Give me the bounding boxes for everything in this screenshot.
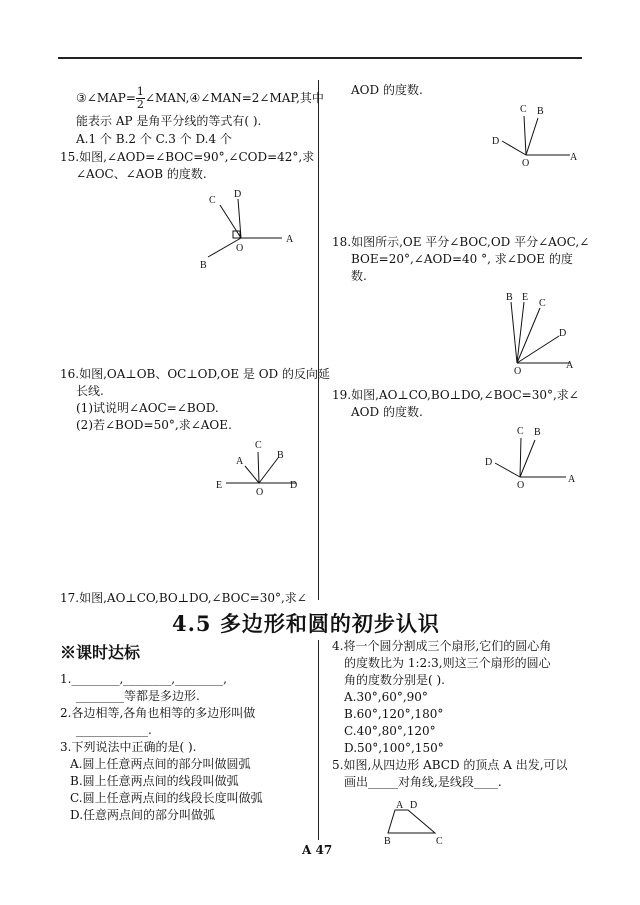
q16-line2: 长线.	[76, 384, 104, 398]
fig5-label-c: C	[436, 836, 443, 847]
fig19-label-b: B	[534, 427, 541, 438]
q18-line1: 18.如图所示,OE 平分∠BOC,OD 平分∠AOC,∠	[332, 235, 590, 249]
fig18-label-e: E	[522, 292, 529, 303]
figure-q16	[212, 438, 312, 500]
q14-tail-a	[76, 86, 324, 111]
lq4-line3: 角的度数分别是( ).	[344, 673, 445, 687]
lq3-line1: 3.下列说法中正确的是( ).	[60, 740, 197, 754]
fig15-label-o: O	[236, 243, 244, 254]
fig18-label-o: O	[514, 366, 522, 377]
fig18-label-a: A	[566, 360, 574, 371]
q19-line2: AOD 的度数.	[351, 405, 423, 419]
lq4-line2: 的度数比为 1:2:3,则这三个扇形的圆心	[344, 656, 551, 670]
fig5-label-a: A	[396, 800, 404, 811]
section-subtitle: ※课时达标	[60, 643, 141, 662]
fraction-one-half: $\frac{1}{2}$	[136, 85, 144, 111]
q14-choices: A.1 个 B.2 个 C.3 个 D.4 个	[76, 132, 232, 146]
fig16-label-b: B	[277, 450, 284, 461]
fig19-label-o: O	[517, 480, 525, 491]
lq3-option-c: C.圆上任意两点间的线段长度叫做弧	[70, 791, 263, 805]
q16-line1: 16.如图,OA⊥OB、OC⊥OD,OE 是 OD 的反向延	[60, 367, 330, 381]
section-title: 4.5 多边形和圆的初步认识	[172, 611, 440, 636]
fig17-label-c: C	[520, 104, 527, 115]
fig19-label-d: D	[485, 457, 493, 468]
lq4-option-d: D.50°,100°,150°	[344, 741, 444, 755]
q17-line2: AOD 的度数.	[351, 83, 423, 97]
fig15-label-c: C	[209, 195, 216, 206]
top-rule	[58, 57, 582, 59]
fig5-label-d: D	[410, 800, 418, 811]
lq1-line1: 1.________,________,________,	[60, 672, 227, 686]
figure-q18	[500, 288, 590, 378]
lq5-line1: 5.如图,从四边形 ABCD 的顶点 A 出发,可以	[332, 758, 568, 772]
fig15-label-d: D	[234, 189, 242, 200]
lq4-line1: 4.将一个圆分割成三个扇形,它们的圆心角	[332, 639, 552, 653]
fig16-label-c: C	[255, 440, 262, 451]
column-divider-lower	[318, 640, 319, 840]
fig16-label-a: A	[236, 456, 244, 467]
fig17-label-a: A	[570, 152, 578, 163]
q19-line1: 19.如图,AO⊥CO,BO⊥DO,∠BOC=30°,求∠	[332, 388, 579, 402]
fig18-label-d: D	[559, 328, 567, 339]
q17-line1: 17.如图,AO⊥CO,BO⊥DO,∠BOC=30°,求∠	[60, 591, 307, 605]
fig18-label-b: B	[506, 292, 513, 303]
q14-tail-b: 能表示 AP 是角平分线的等式有( ).	[76, 114, 262, 128]
q18-line2: BOE=20°,∠AOD=40 °, 求∠DOE 的度	[351, 252, 573, 266]
fig17-label-d: D	[492, 136, 500, 147]
q15-line2: ∠AOC、∠AOB 的度数.	[76, 167, 207, 181]
fig15-label-b: B	[200, 260, 207, 271]
q18-line3: 数.	[351, 269, 367, 283]
q14-tail-a1: ③∠MAP=	[76, 91, 136, 105]
q14-tail-a2: ∠MAN,④∠MAN=2∠MAP,其中	[144, 91, 324, 105]
lq4-option-a: A.30°,60°,90°	[344, 690, 428, 704]
fig18-label-c: C	[539, 298, 546, 309]
q15-line1: 15.如图,∠AOD=∠BOC=90°,∠COD=42°,求	[60, 150, 315, 164]
lq4-option-b: B.60°,120°,180°	[344, 707, 444, 721]
lq3-option-a: A.圆上任意两点间的部分叫做圆弧	[70, 757, 251, 771]
q16-line3: (1)试说明∠AOC=∠BOD.	[76, 401, 219, 415]
lq2-line2: ____________.	[76, 723, 152, 737]
fig16-label-d: D	[290, 480, 298, 491]
figure-q5-quadrilateral	[380, 798, 460, 846]
page-number: A 47	[302, 843, 333, 857]
figure-q17	[484, 100, 584, 170]
column-divider	[318, 80, 319, 600]
fig15-label-a: A	[286, 234, 294, 245]
fig19-label-c: C	[517, 426, 524, 437]
lq2-line1: 2.各边相等,各角也相等的多边形叫做	[60, 706, 256, 720]
fig16-label-e: E	[216, 480, 223, 491]
fig5-label-b: B	[384, 836, 391, 847]
figure-q19	[480, 420, 584, 492]
lq3-option-d: D.任意两点间的部分叫做弧	[70, 808, 216, 822]
fig16-label-o: O	[256, 487, 264, 498]
lq5-line2: 画出_____对角线,是线段____.	[344, 775, 502, 789]
figure-q15	[190, 185, 310, 275]
lq1-line2: ________等都是多边形.	[76, 689, 200, 703]
lq3-option-b: B.圆上任意两点间的线段叫做弧	[70, 774, 239, 788]
fig17-label-o: O	[522, 158, 530, 169]
q16-line4: (2)若∠BOD=50°,求∠AOE.	[76, 418, 232, 432]
fig19-label-a: A	[568, 474, 576, 485]
fig17-label-b: B	[537, 106, 544, 117]
lq4-option-c: C.40°,80°,120°	[344, 724, 436, 738]
